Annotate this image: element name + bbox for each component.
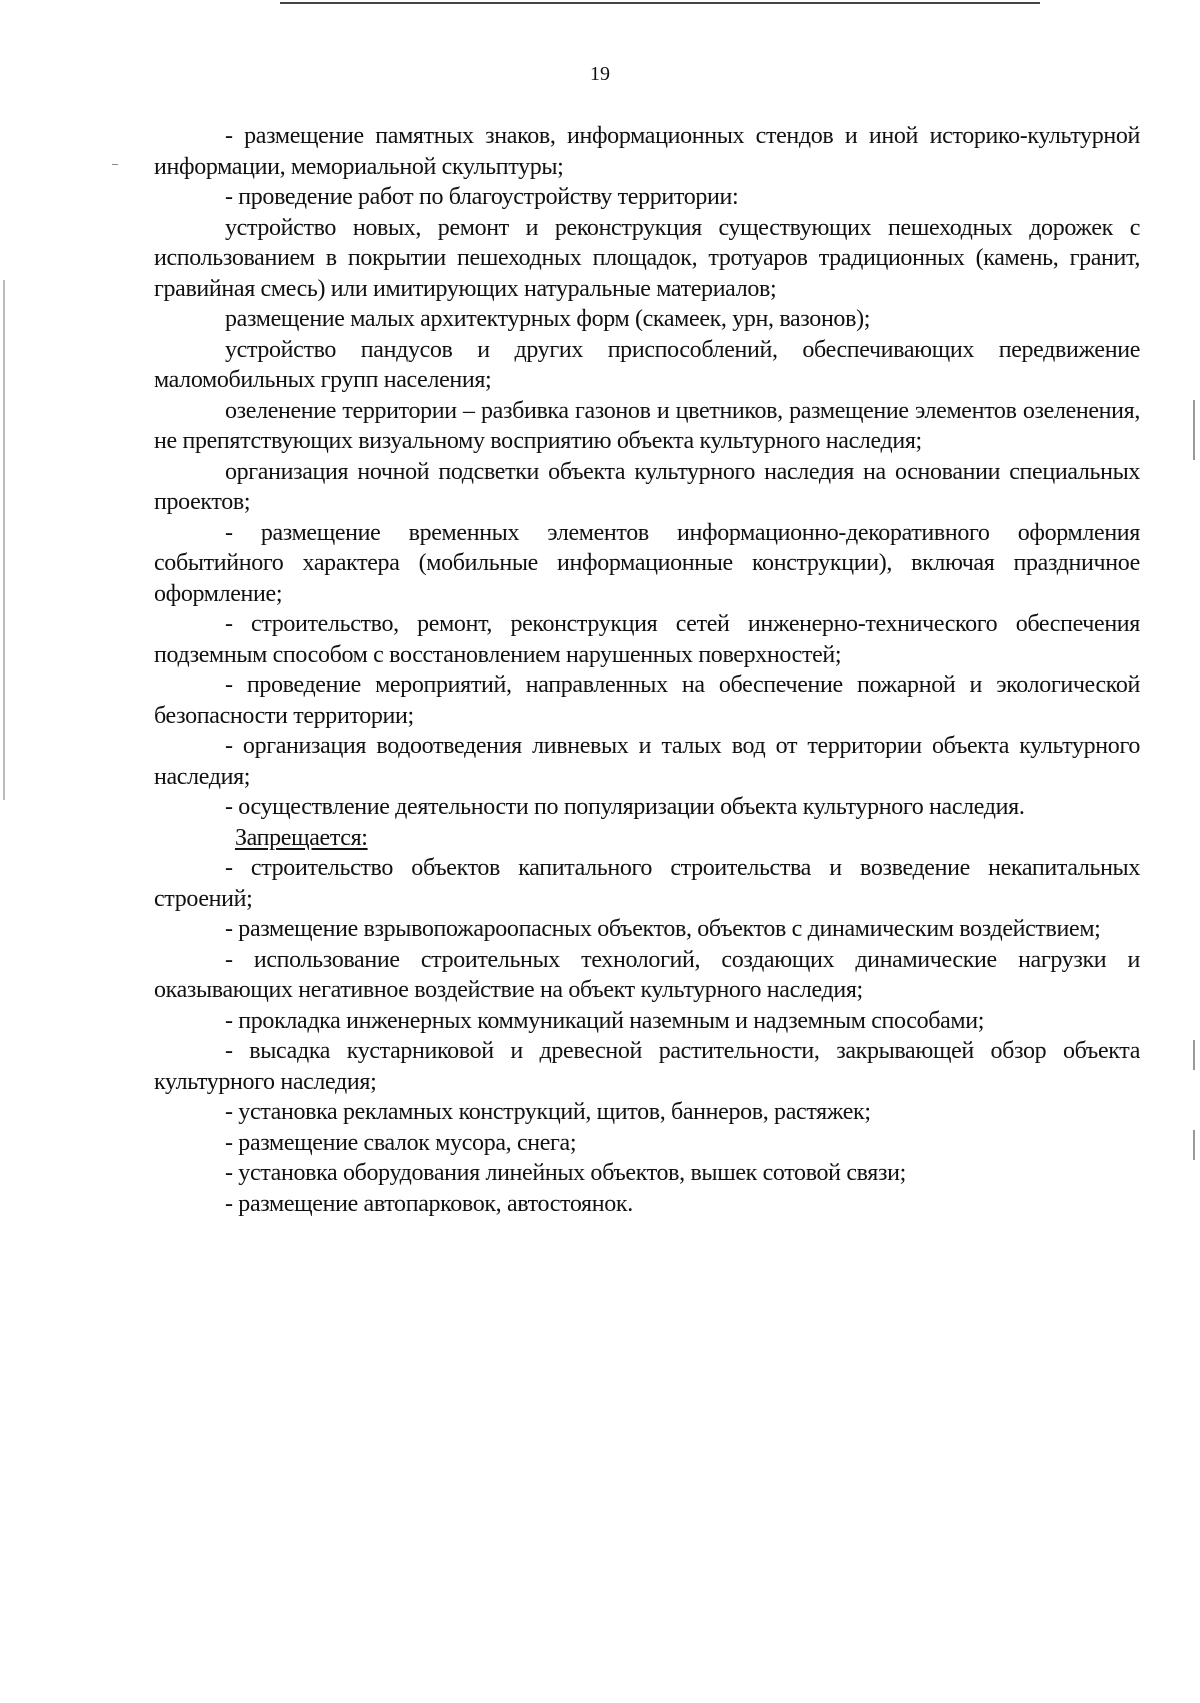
paragraph: озеленение территории – разбивка газонов и цветников, размещение элементов озеленения, не препятствующих визуальному восприятию объекта культурного наследия; [154,397,1140,454]
scan-margin-mark [1193,1130,1195,1160]
prohibited-item: - высадка кустарниковой и древесной растительности, закрывающей обзор объекта культурного наследия; [154,1038,1140,1095]
prohibited-heading: Запрещается: [235,824,368,851]
prohibited-item: - размещение свалок мусора, снега; [225,1129,577,1156]
scan-speck [112,164,118,165]
prohibited-item: - прокладка инженерных коммуникаций наземным и надземным способами; [225,1007,985,1034]
prohibited-item: - размещение автопарковок, автостоянок. [225,1190,633,1217]
section-heading [154,823,1140,854]
paragraph: - проведение мероприятий, направленных на обеспечение пожарной и экологической безопасности территории; [154,672,1140,729]
scan-edge-shadow [3,280,5,800]
scan-margin-mark [1193,1040,1195,1070]
paragraph: организация ночной подсветки объекта культурного наследия на основании специальных проектов; [154,458,1140,515]
prohibited-item: - использование строительных технологий, создающих динамические нагрузки и оказывающих негативное воздействие на объект культурного наследия; [154,946,1140,1003]
scan-margin-mark [1193,400,1195,460]
prohibited-item: - размещение взрывопожароопасных объектов, объектов с динамическим воздействием; [225,916,1101,942]
document-body [154,121,1140,1219]
paragraph: - строительство, ремонт, реконструкция сетей инженерно-технического обеспечения подземным способом с восстановлением нарушенных поверхностей; [154,611,1140,668]
paragraph: - размещение памятных знаков, информационных стендов и иной историко-культурной информации, мемориальной скульптуры; [154,123,1140,180]
paragraph: - проведение работ по благоустройству территории: [225,184,739,210]
page-number: 19 [590,63,610,85]
prohibited-item: - строительство объектов капитального строительства и возведение некапитальных строений; [154,855,1140,912]
paragraph: - организация водоотведения ливневых и талых вод от территории объекта культурного наследия; [154,733,1140,790]
paragraph: размещение малых архитектурных форм (скамеек, урн, вазонов); [225,306,871,332]
scan-edge-line [280,2,1040,4]
paragraph: - осуществление деятельности по популяризации объекта культурного наследия. [225,794,1025,820]
prohibited-item: - установка рекламных конструкций, щитов, баннеров, растяжек; [225,1099,871,1125]
paragraph: устройство пандусов и других приспособлений, обеспечивающих передвижение маломобильных групп населения; [154,336,1140,393]
prohibited-item: - установка оборудования линейных объектов, вышек сотовой связи; [225,1160,906,1186]
paragraph: устройство новых, ремонт и реконструкция существующих пешеходных дорожек с использованием в покрытии пешеходных площадок, тротуаров традиционных (камень, гранит, гравийная смесь) или имитирующих натуральные материалов; [154,214,1140,302]
paragraph: - размещение временных элементов информационно-декоративного оформления событийного характера (мобильные информационные конструкции), включая праздничное оформление; [154,519,1140,607]
